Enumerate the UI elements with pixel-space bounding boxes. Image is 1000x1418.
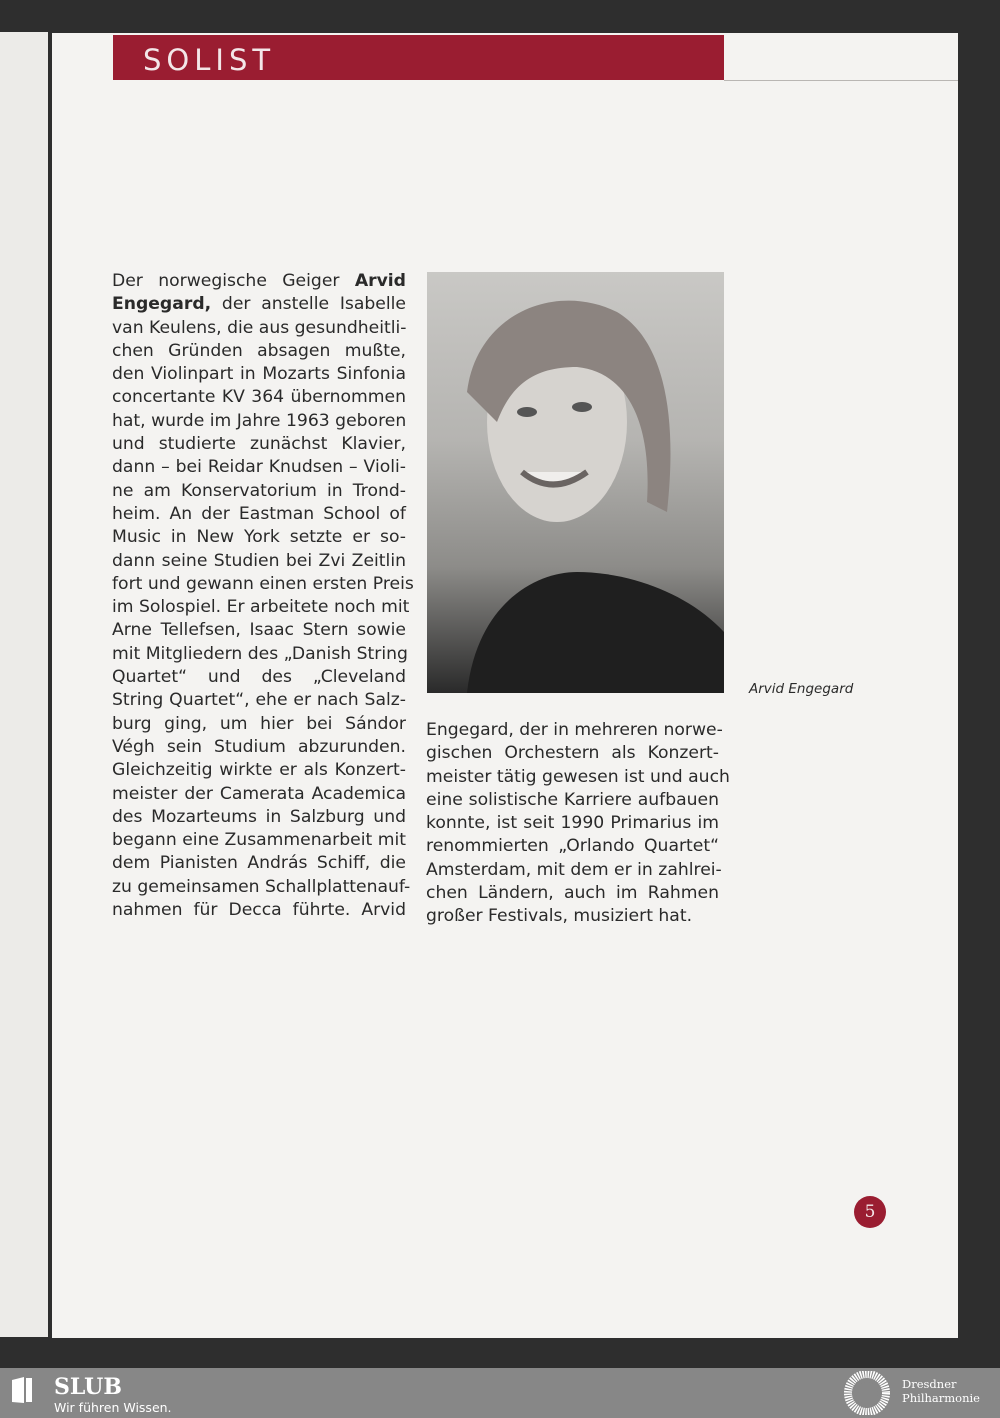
text-line	[112, 526, 406, 549]
text-line	[112, 270, 406, 293]
text-fragment: Végh sein Studium abzurunden.	[112, 736, 406, 757]
text-line: chen Ländern, auch im Rahmen	[426, 883, 719, 904]
text-fragment: Gleichzeitig wirkte er als Konzert-	[112, 760, 406, 781]
text-fragment: dann – bei Reidar Knudsen – Violi-	[112, 457, 406, 478]
text-line	[112, 386, 406, 409]
text-line	[112, 643, 406, 666]
text-fragment: ne am Konservatorium in Trond-	[112, 480, 406, 501]
text-line	[112, 759, 406, 782]
text-fragment: Der norwegische Geiger	[112, 271, 355, 291]
text-line	[112, 736, 406, 759]
text-fragment: mit Mitgliedern des „Danish String	[112, 643, 408, 664]
text-fragment: hat, wurde im Jahre 1963 geboren	[112, 410, 407, 431]
footer-bar	[0, 1368, 1000, 1418]
page-number: 5	[854, 1196, 886, 1228]
text-fragment: nahmen für Decca führte. Arvid	[112, 900, 406, 921]
text-line	[112, 293, 406, 316]
text-fragment: im Solospiel. Er arbeitete noch mit	[112, 597, 410, 618]
text-line	[112, 410, 406, 433]
text-line	[112, 363, 406, 386]
text-line	[112, 666, 406, 689]
text-fragment: meister der Camerata Academica	[112, 783, 406, 804]
text-fragment: den Violinpart in Mozarts Sinfonia	[112, 364, 406, 385]
text-fragment: und studierte zunächst Klavier,	[112, 434, 406, 455]
text-line	[112, 433, 406, 456]
text-fragment: van Keulens, die aus gesundheitli-	[112, 317, 407, 338]
text-fragment: heim. An der Eastman School of	[112, 503, 406, 524]
text-line: großer Festivals, musiziert hat.	[426, 906, 693, 927]
text-fragment: concertante KV 364 übernommen	[112, 387, 406, 408]
text-line	[112, 550, 406, 573]
adjacent-page-edge	[0, 32, 48, 1337]
section-title: SOLIST	[143, 43, 276, 77]
text-line	[112, 573, 414, 596]
text-line: gischen Orchestern als Konzert-	[426, 743, 719, 764]
text-fragment: der anstelle Isabelle	[211, 294, 406, 315]
text-line: eine solistische Karriere aufbauen	[426, 789, 719, 810]
text-line	[112, 783, 406, 806]
name-highlight: Engegard,	[112, 294, 212, 315]
photo-caption: Arvid Engegard	[749, 681, 854, 697]
text-line	[112, 317, 406, 340]
text-line	[112, 876, 411, 899]
slub-tagline: Wir führen Wissen.	[54, 1400, 172, 1415]
text-fragment: Arne Tellefsen, Isaac Stern sowie	[112, 620, 406, 641]
text-line	[112, 852, 406, 875]
text-fragment: des Mozarteums in Salzburg und	[112, 806, 406, 827]
text-fragment: burg ging, um hier bei Sándor	[112, 713, 406, 734]
text-line: renommierten „Orlando Quartet“	[426, 836, 719, 857]
text-fragment: begann eine Zusammenarbeit mit	[112, 830, 406, 851]
left-text-column	[112, 270, 414, 922]
philharmonie-logo-icon	[842, 1371, 892, 1415]
text-fragment: Quartet“ und des „Cleveland	[112, 667, 406, 688]
text-line: Amsterdam, mit dem er in zahlrei-	[426, 859, 722, 880]
text-fragment: chen Gründen absagen mußte,	[112, 340, 406, 361]
text-line: meister tätig gewesen ist und auch	[426, 766, 730, 787]
text-line	[112, 713, 406, 736]
text-line	[112, 899, 406, 922]
text-fragment: Music in New York setzte er so-	[112, 527, 406, 548]
portrait-photo	[427, 272, 724, 693]
text-line: konnte, ist seit 1990 Primarius im	[426, 813, 719, 834]
name-highlight: Arvid	[354, 271, 406, 291]
text-fragment: zu gemeinsamen Schallplattenauf-	[112, 876, 411, 897]
text-fragment: dann seine Studien bei Zvi Zeitlin	[112, 550, 406, 571]
right-text-column	[426, 719, 730, 929]
text-fragment: fort und gewann einen ersten Preis	[112, 573, 414, 594]
slub-book-icon	[10, 1376, 34, 1404]
philharmonie-logo-text[interactable]: Dresdner Philharmonie	[902, 1377, 980, 1405]
text-line	[112, 480, 406, 503]
header-rule	[724, 80, 958, 81]
text-line	[112, 503, 406, 526]
text-fragment: dem Pianisten András Schiff, die	[112, 853, 406, 874]
slub-logo-text[interactable]: SLUB	[54, 1374, 122, 1400]
text-fragment: String Quartet“, ehe er nach Salz-	[112, 690, 406, 711]
text-line	[112, 689, 406, 712]
text-line	[112, 806, 406, 829]
text-line	[112, 829, 406, 852]
text-line	[112, 456, 406, 479]
text-line	[112, 596, 410, 619]
text-line	[112, 340, 406, 363]
text-line	[112, 619, 406, 642]
section-banner	[113, 35, 724, 80]
text-line: Engegard, der in mehreren norwe-	[426, 720, 723, 740]
